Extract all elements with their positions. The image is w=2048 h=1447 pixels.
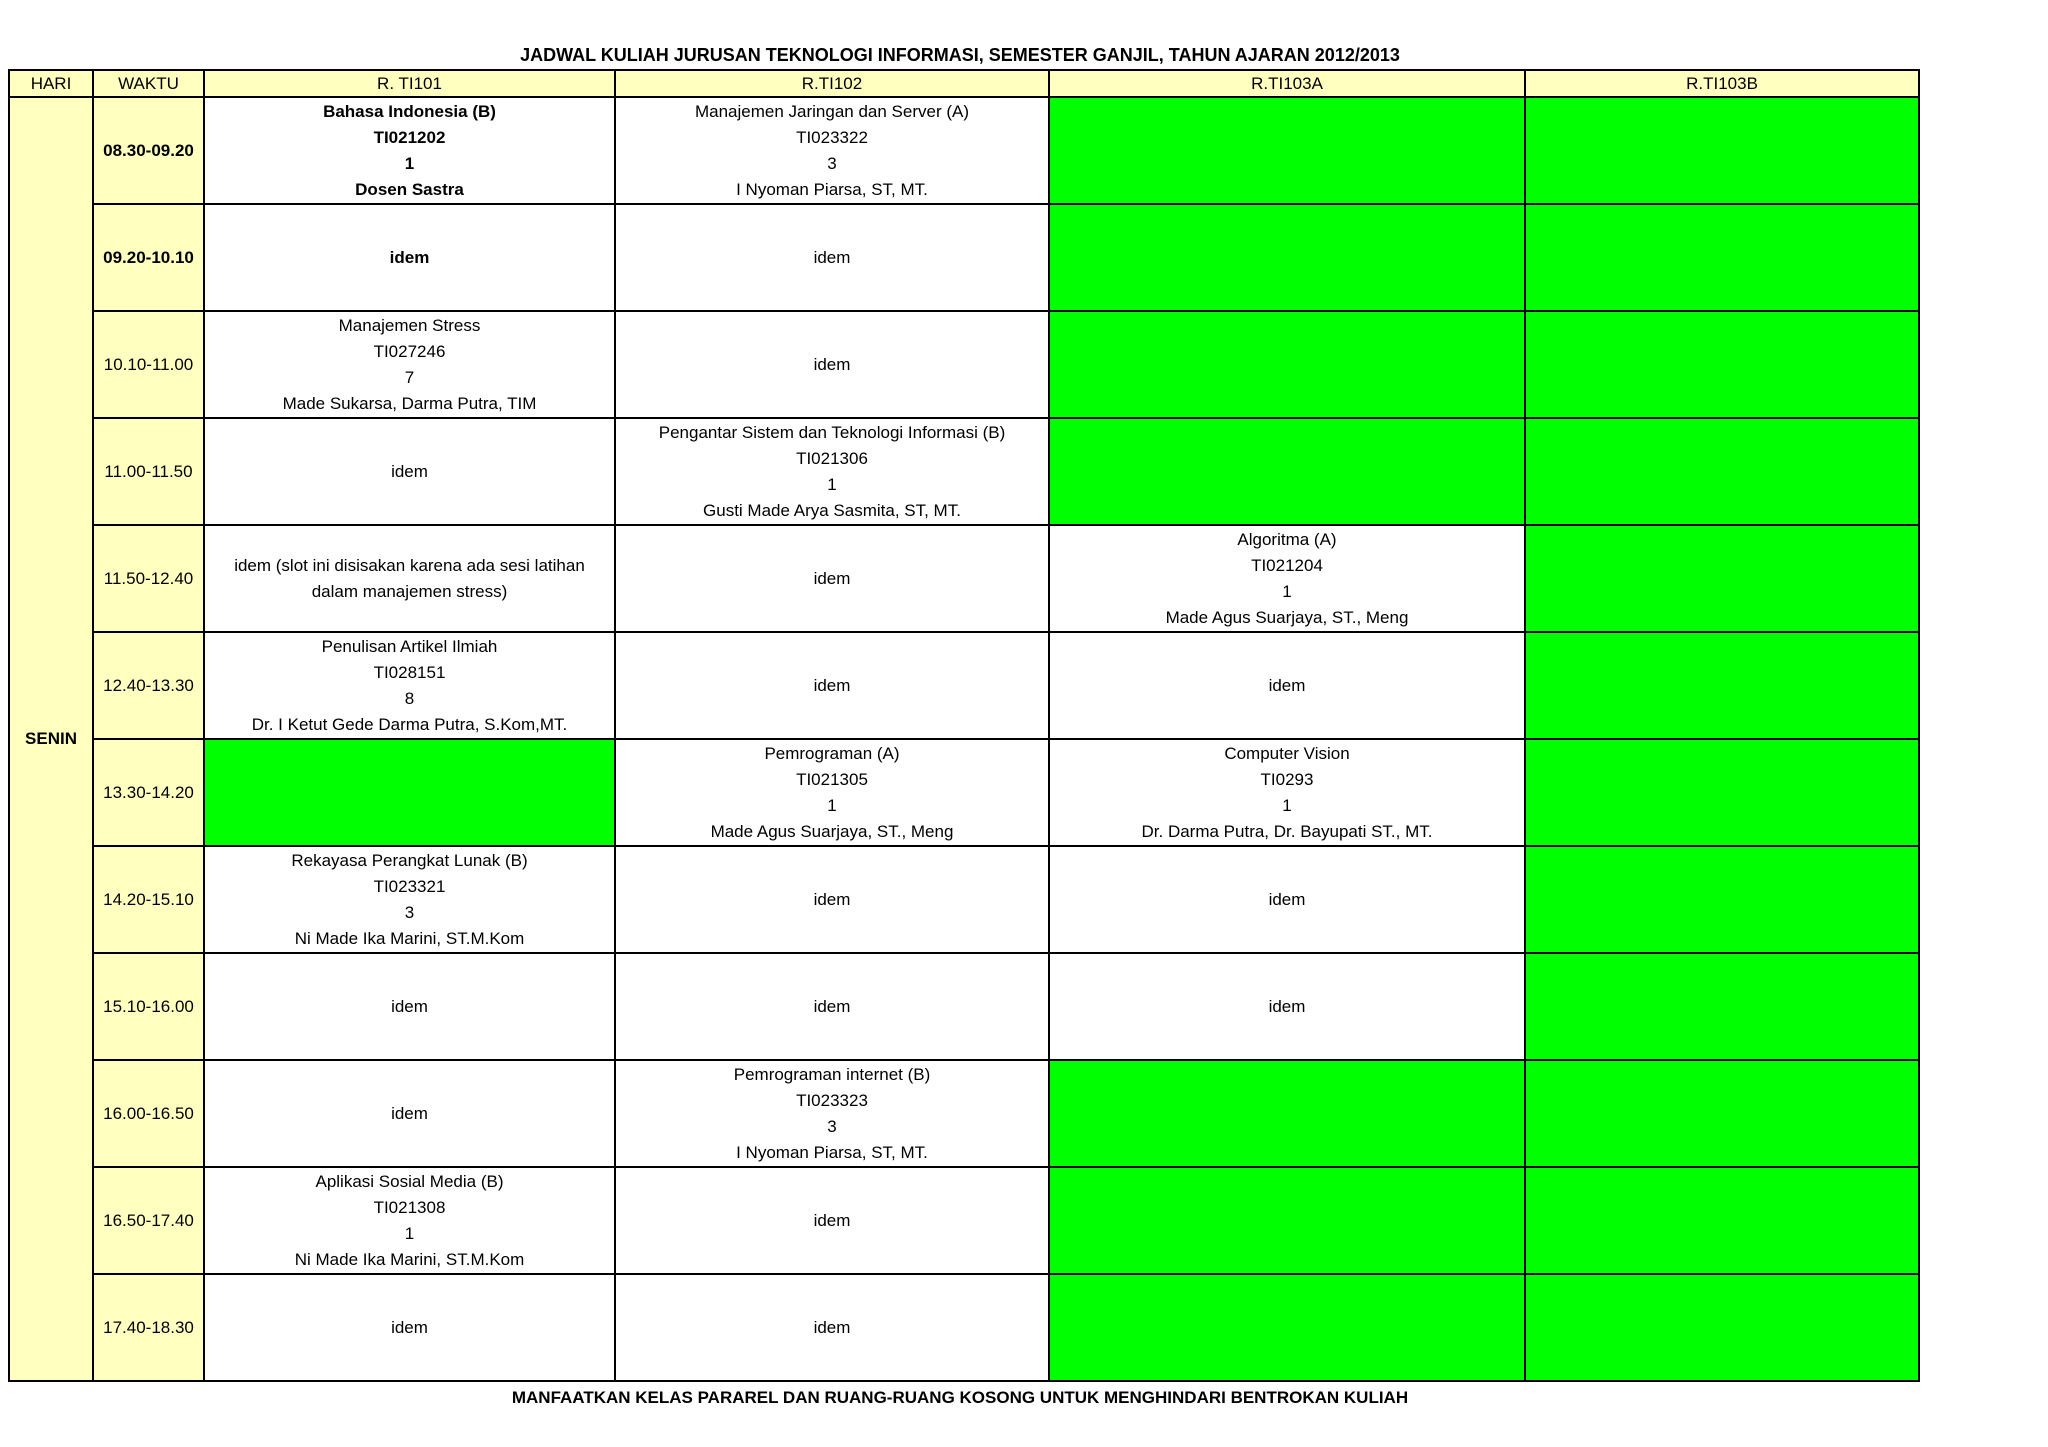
- empty-slot-cell: [1525, 1274, 1919, 1381]
- time-slot-label: 14.20-15.10: [93, 846, 204, 953]
- course-line: Made Sukarsa, Darma Putra, TIM: [282, 393, 537, 413]
- schedule-row: [9, 204, 1919, 311]
- schedule-row: [9, 739, 1919, 846]
- course-cell: [615, 953, 1049, 1060]
- course-line: idem: [391, 1103, 428, 1123]
- course-line: Pengantar Sistem dan Teknologi Informasi (B): [658, 422, 1006, 442]
- course-line: 1: [827, 795, 837, 815]
- course-line: Bahasa Indonesia (B): [323, 101, 496, 121]
- course-line: idem: [391, 461, 428, 481]
- time-slot-label: 13.30-14.20: [93, 739, 204, 846]
- course-cell: [615, 846, 1049, 953]
- course-cell: [615, 525, 1049, 632]
- course-line: TI021306: [796, 448, 868, 468]
- course-cell: [204, 97, 615, 204]
- time-slot-label: 10.10-11.00: [93, 311, 204, 418]
- time-slot-label: 11.00-11.50: [93, 418, 204, 525]
- time-slot-label: 09.20-10.10: [93, 204, 204, 311]
- schedule-row: [9, 97, 1919, 204]
- course-cell: [615, 632, 1049, 739]
- course-cell: [204, 1167, 615, 1274]
- empty-slot-cell: [1525, 1167, 1919, 1274]
- day-label: SENIN: [9, 97, 93, 1381]
- course-line: Algoritma (A): [1237, 529, 1337, 549]
- empty-slot-cell: [1525, 204, 1919, 311]
- course-line: 7: [404, 367, 415, 387]
- schedule-row: [9, 311, 1919, 418]
- course-line: 1: [1282, 795, 1292, 815]
- header-hari: HARI: [9, 70, 93, 97]
- course-line: 3: [404, 902, 415, 922]
- empty-slot-cell: [1525, 311, 1919, 418]
- empty-slot-cell: [1525, 739, 1919, 846]
- course-line: 3: [827, 153, 837, 173]
- header-room-ti102: R.TI102: [615, 70, 1049, 97]
- time-slot-label: 17.40-18.30: [93, 1274, 204, 1381]
- course-cell: [204, 204, 615, 311]
- schedule-row: [9, 953, 1919, 1060]
- course-line: idem: [389, 247, 430, 267]
- course-cell: [1049, 953, 1525, 1060]
- course-line: idem: [391, 996, 428, 1016]
- time-slot-label: 12.40-13.30: [93, 632, 204, 739]
- header-room-ti103b: R.TI103B: [1525, 70, 1919, 97]
- empty-slot-cell: [1525, 97, 1919, 204]
- empty-slot-cell: [1525, 1060, 1919, 1167]
- course-line: 1: [1282, 581, 1292, 601]
- course-line: Manajemen Jaringan dan Server (A): [694, 101, 970, 121]
- course-line: Dr. I Ketut Gede Darma Putra, S.Kom,MT.: [251, 714, 568, 734]
- course-line: idem: [813, 675, 851, 695]
- course-cell: [1049, 846, 1525, 953]
- course-cell: [204, 418, 615, 525]
- course-cell: [615, 418, 1049, 525]
- course-line: Rekayasa Perangkat Lunak (B): [291, 850, 528, 870]
- course-line: 1: [827, 474, 837, 494]
- course-line: TI027246: [373, 341, 446, 361]
- empty-slot-cell: [1049, 418, 1525, 525]
- course-cell: [615, 311, 1049, 418]
- course-cell: [615, 1274, 1049, 1381]
- schedule-footer-note: MANFAATKAN KELAS PARAREL DAN RUANG-RUANG KOSONG UNTUK MENGHINDARI BENTROKAN KULIAH: [511, 1388, 1409, 1407]
- course-line: idem: [813, 889, 851, 909]
- empty-slot-cell: [1525, 846, 1919, 953]
- course-line: Made Agus Suarjaya, ST., Meng: [710, 821, 954, 841]
- course-cell: [204, 953, 615, 1060]
- course-line: idem: [813, 568, 851, 588]
- course-cell: [615, 204, 1049, 311]
- course-cell: [615, 1167, 1049, 1274]
- course-line: idem (slot ini disisakan karena ada sesi latihan: [234, 555, 585, 575]
- time-slot-label: 11.50-12.40: [93, 525, 204, 632]
- course-line: Dosen Sastra: [355, 179, 464, 199]
- course-line: idem: [1268, 675, 1306, 695]
- course-cell: [204, 1274, 615, 1381]
- schedule-row: [9, 418, 1919, 525]
- course-cell: [1049, 739, 1525, 846]
- course-line: Manajemen Stress: [338, 315, 481, 335]
- course-line: idem: [813, 247, 851, 267]
- course-cell: [615, 1060, 1049, 1167]
- time-slot-label: 15.10-16.00: [93, 953, 204, 1060]
- empty-slot-cell: [1049, 1167, 1525, 1274]
- course-line: 1: [404, 1223, 415, 1243]
- schedule-row: [9, 525, 1919, 632]
- course-cell: [204, 525, 615, 632]
- course-line: I Nyoman Piarsa, ST, MT.: [736, 179, 928, 199]
- course-line: Made Agus Suarjaya, ST., Meng: [1165, 607, 1409, 627]
- header-room-ti101: R. TI101: [204, 70, 615, 97]
- course-line: Gusti Made Arya Sasmita, ST, MT.: [703, 500, 961, 520]
- header-room-ti103a: R.TI103A: [1049, 70, 1525, 97]
- course-line: idem: [813, 1317, 851, 1337]
- schedule-row: [9, 1167, 1919, 1274]
- course-cell: [204, 311, 615, 418]
- course-line: TI021308: [373, 1197, 446, 1217]
- course-line: Pemrograman internet (B): [733, 1064, 931, 1084]
- course-line: idem: [1268, 889, 1306, 909]
- course-cell: [615, 739, 1049, 846]
- schedule-row: [9, 1060, 1919, 1167]
- schedule-table: [8, 69, 1920, 1382]
- course-line: I Nyoman Piarsa, ST, MT.: [736, 1142, 928, 1162]
- course-cell: [204, 846, 615, 953]
- course-line: Pemrograman (A): [764, 743, 900, 763]
- course-line: Dr. Darma Putra, Dr. Bayupati ST., MT.: [1141, 821, 1433, 841]
- course-cell: [615, 97, 1049, 204]
- course-line: Penulisan Artikel Ilmiah: [321, 636, 498, 656]
- empty-slot-cell: [1525, 953, 1919, 1060]
- course-line: TI028151: [373, 662, 446, 682]
- schedule-title: JADWAL KULIAH JURUSAN TEKNOLOGI INFORMASI, SEMESTER GANJIL, TAHUN AJARAN 2012/2013: [520, 45, 1400, 65]
- empty-slot-cell: [1525, 632, 1919, 739]
- course-line: TI023322: [796, 127, 868, 147]
- course-line: TI023321: [373, 876, 446, 896]
- header-row: [9, 70, 1919, 97]
- course-line: TI021202: [373, 127, 446, 147]
- course-line: Ni Made Ika Marini, ST.M.Kom: [294, 928, 525, 948]
- course-line: 1: [404, 153, 415, 173]
- course-line: TI023323: [796, 1090, 868, 1110]
- course-line: TI021305: [796, 769, 868, 789]
- schedule-row: [9, 1274, 1919, 1381]
- course-line: TI021204: [1251, 555, 1323, 575]
- course-line: idem: [1268, 996, 1306, 1016]
- course-line: Aplikasi Sosial Media (B): [315, 1171, 504, 1191]
- empty-slot-cell: [1525, 525, 1919, 632]
- course-line: Ni Made Ika Marini, ST.M.Kom: [294, 1249, 525, 1269]
- course-cell: [204, 1060, 615, 1167]
- course-line: idem: [391, 1317, 428, 1337]
- schedule-row: [9, 846, 1919, 953]
- empty-slot-cell: [1049, 204, 1525, 311]
- empty-slot-cell: [1049, 97, 1525, 204]
- empty-slot-cell: [1525, 418, 1919, 525]
- time-slot-label: 16.00-16.50: [93, 1060, 204, 1167]
- course-line: idem: [813, 1210, 851, 1230]
- header-waktu: WAKTU: [93, 70, 204, 97]
- empty-slot-cell: [1049, 311, 1525, 418]
- time-slot-label: 16.50-17.40: [93, 1167, 204, 1274]
- course-cell: [1049, 632, 1525, 739]
- course-line: Computer Vision: [1224, 743, 1350, 763]
- course-cell: [204, 632, 615, 739]
- course-line: 8: [404, 688, 415, 708]
- course-line: 3: [827, 1116, 837, 1136]
- schedule-row: [9, 632, 1919, 739]
- empty-slot-cell: [1049, 1274, 1525, 1381]
- schedule-body: [9, 97, 1919, 1381]
- course-line: idem: [813, 996, 851, 1016]
- course-line: dalam manajemen stress): [311, 581, 508, 601]
- course-line: idem: [813, 354, 851, 374]
- empty-slot-cell: [204, 739, 615, 846]
- time-slot-label: 08.30-09.20: [93, 97, 204, 204]
- empty-slot-cell: [1049, 1060, 1525, 1167]
- course-cell: [1049, 525, 1525, 632]
- course-line: TI0293: [1260, 769, 1314, 789]
